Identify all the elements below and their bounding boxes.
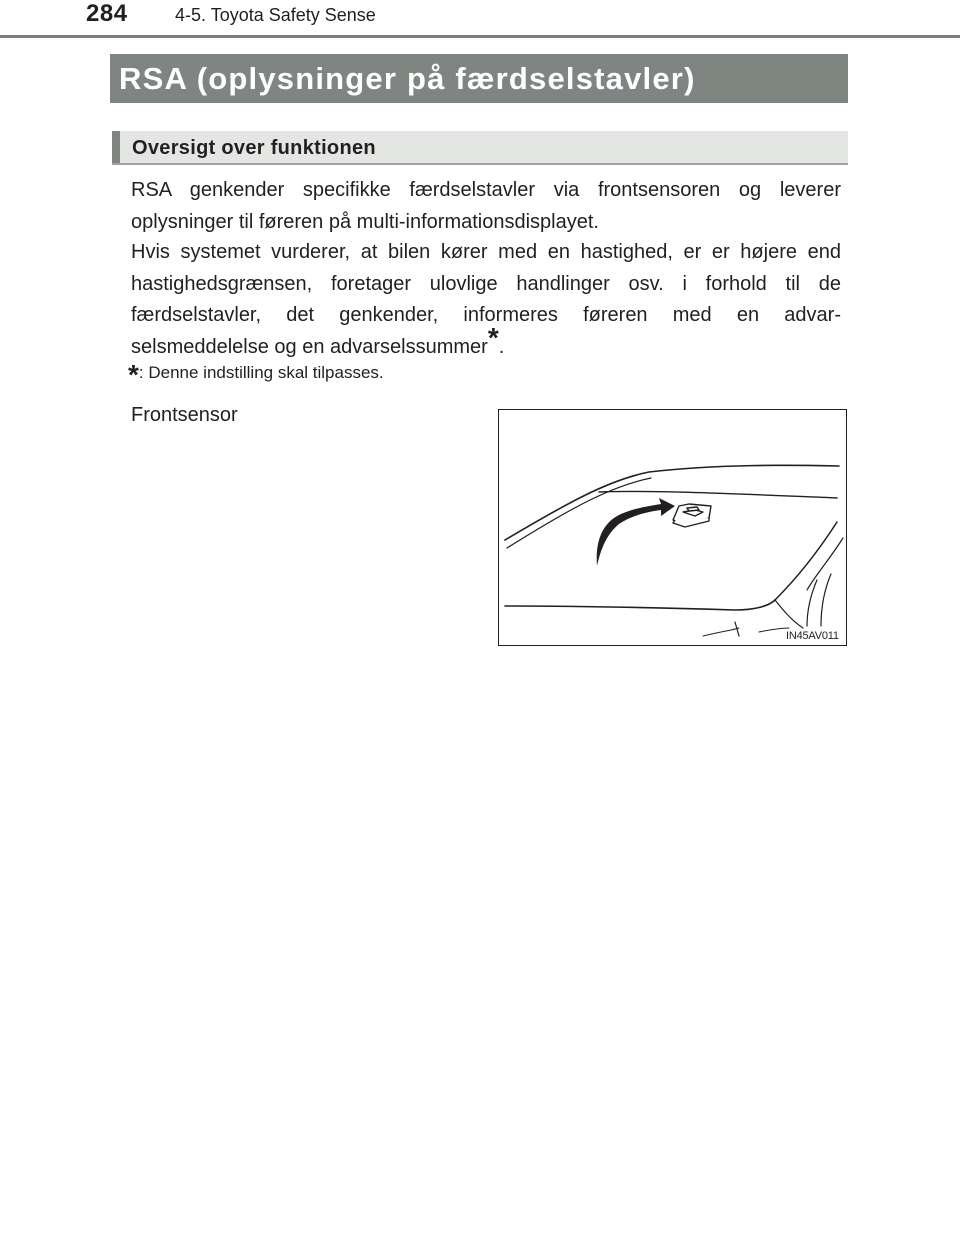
subheading-accent	[112, 131, 120, 163]
footnote-mark: *	[128, 359, 139, 390]
footnote-reference-mark: *	[487, 321, 499, 353]
section-label: 4-5. Toyota Safety Sense	[175, 5, 376, 25]
figure-code: IN45AV011	[786, 630, 839, 642]
windshield-illustration	[499, 410, 845, 644]
header-rule	[0, 35, 960, 38]
page-number: 284	[86, 0, 128, 27]
subheading-bar	[112, 131, 848, 165]
windshield-outline	[505, 465, 839, 540]
paragraph-warning	[131, 237, 841, 363]
curved-arrow-icon	[597, 498, 675, 566]
front-sensor-icon	[673, 504, 711, 527]
paragraph-warning-text: Hvis systemet vurderer, at bilen kører med en hastighed, er er højere end hastighedsgrænsen, foretager ulovlige handlinger osv. i forhold til de færdselstavler, det genkender, informeres føreren med en advar-selsmeddelelse og en advarselssummer	[131, 241, 841, 358]
footnote-text: : Denne indstilling skal tilpasses.	[138, 363, 384, 382]
page-title: RSA (oplysninger på færdselstavler)	[110, 54, 848, 103]
subheading-text: Oversigt over funktionen	[132, 137, 376, 159]
paragraph-overview: RSA genkender specifikke færdselstavler via frontsensoren og leverer oplysninger til føreren på multi-informationsdisplayet.	[131, 179, 841, 233]
footnote	[128, 359, 384, 390]
paragraph-warning-end: .	[498, 335, 505, 358]
figure-caption: Frontsensor	[131, 404, 238, 426]
front-sensor-illustration	[498, 409, 847, 646]
